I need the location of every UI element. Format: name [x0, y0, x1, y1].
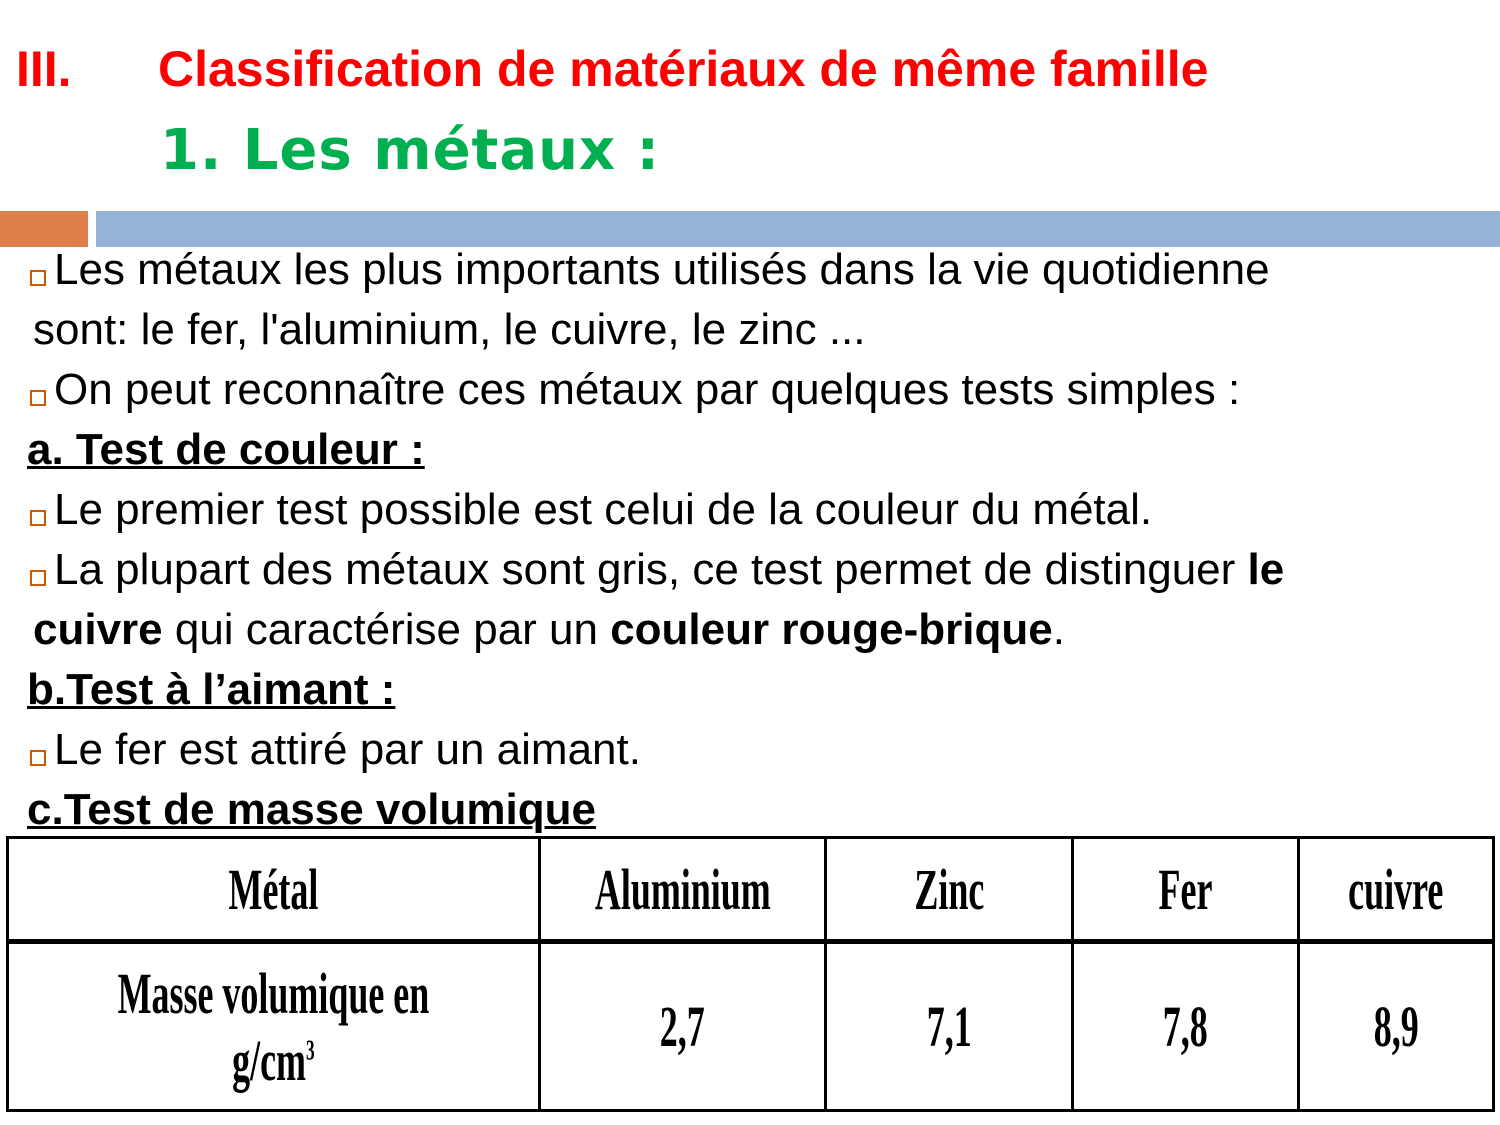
bullet-5 — [30, 724, 641, 776]
table-row — [8, 942, 1494, 1111]
bullet-text: La plupart des métaux sont gris, ce test permet de distinguer — [54, 545, 1248, 594]
header-zinc: Zinc — [914, 856, 985, 922]
bullet-3 — [30, 484, 1152, 536]
row-label-text: Masse volumique en g/cm — [117, 960, 430, 1093]
bullet-4 — [30, 544, 1284, 596]
table-header-cell — [8, 838, 540, 942]
bold-text: couleur rouge-brique — [610, 605, 1053, 654]
value-zinc: 7,1 — [926, 994, 972, 1060]
heading-color-test: a. Test de couleur : — [27, 425, 425, 474]
section-title — [16, 40, 1208, 100]
header-fer: Fer — [1158, 856, 1213, 922]
row-label — [109, 960, 437, 1094]
table-cell — [1072, 942, 1298, 1111]
value-aluminium: 2,7 — [660, 994, 706, 1060]
table-header-row — [8, 838, 1494, 942]
bullet-text: Le fer est attiré par un aimant. — [54, 725, 641, 774]
header-aluminium: Aluminium — [594, 856, 771, 922]
header-cuivre: cuivre — [1348, 856, 1444, 922]
bullet-4-continued — [33, 604, 1065, 656]
bullet-text: Les métaux les plus importants utilisés dans la vie quotidienne — [54, 245, 1270, 294]
bullet-text: Le premier test possible est celui de la couleur du métal. — [54, 485, 1153, 534]
table-header-cell — [1072, 838, 1298, 942]
table-header-cell — [539, 838, 826, 942]
bullet-text: On peut reconnaître ces métaux par quelques tests simples : — [54, 365, 1241, 414]
value-fer: 7,8 — [1163, 994, 1209, 1060]
table-header-cell — [826, 838, 1073, 942]
table-header-cell — [1299, 838, 1494, 942]
bullet-text: . — [1052, 605, 1065, 654]
accent-bar-blue — [96, 211, 1500, 247]
bullet-1 — [30, 244, 1270, 296]
table-cell — [826, 942, 1073, 1111]
bold-text: le — [1247, 545, 1285, 594]
square-bullet-icon — [30, 390, 46, 406]
table-cell — [1299, 942, 1494, 1111]
bullet-text: qui caractérise par un — [162, 605, 611, 654]
subsection-title: 1. Les métaux : — [160, 118, 660, 183]
square-bullet-icon — [30, 570, 46, 586]
row-label-superscript: 3 — [306, 1035, 315, 1067]
bullet-2 — [30, 364, 1240, 416]
square-bullet-icon — [30, 510, 46, 526]
bullet-1-continued: sont: le fer, l'aluminium, le cuivre, le zinc ... — [33, 305, 866, 354]
square-bullet-icon — [30, 750, 46, 766]
accent-bar-orange — [0, 211, 88, 247]
section-title-text: Classification de matériaux de même famille — [158, 41, 1209, 97]
heading-density-test: c.Test de masse volumique — [27, 785, 596, 834]
header-metal: Métal — [228, 856, 319, 922]
table-cell — [539, 942, 826, 1111]
density-table — [6, 836, 1495, 1112]
square-bullet-icon — [30, 270, 46, 286]
value-cuivre: 8,9 — [1373, 994, 1419, 1060]
section-number: III. — [16, 41, 72, 97]
table-row-label — [8, 942, 540, 1111]
bold-text: cuivre — [33, 605, 163, 654]
heading-magnet-test: b.Test à l’aimant : — [27, 665, 396, 714]
